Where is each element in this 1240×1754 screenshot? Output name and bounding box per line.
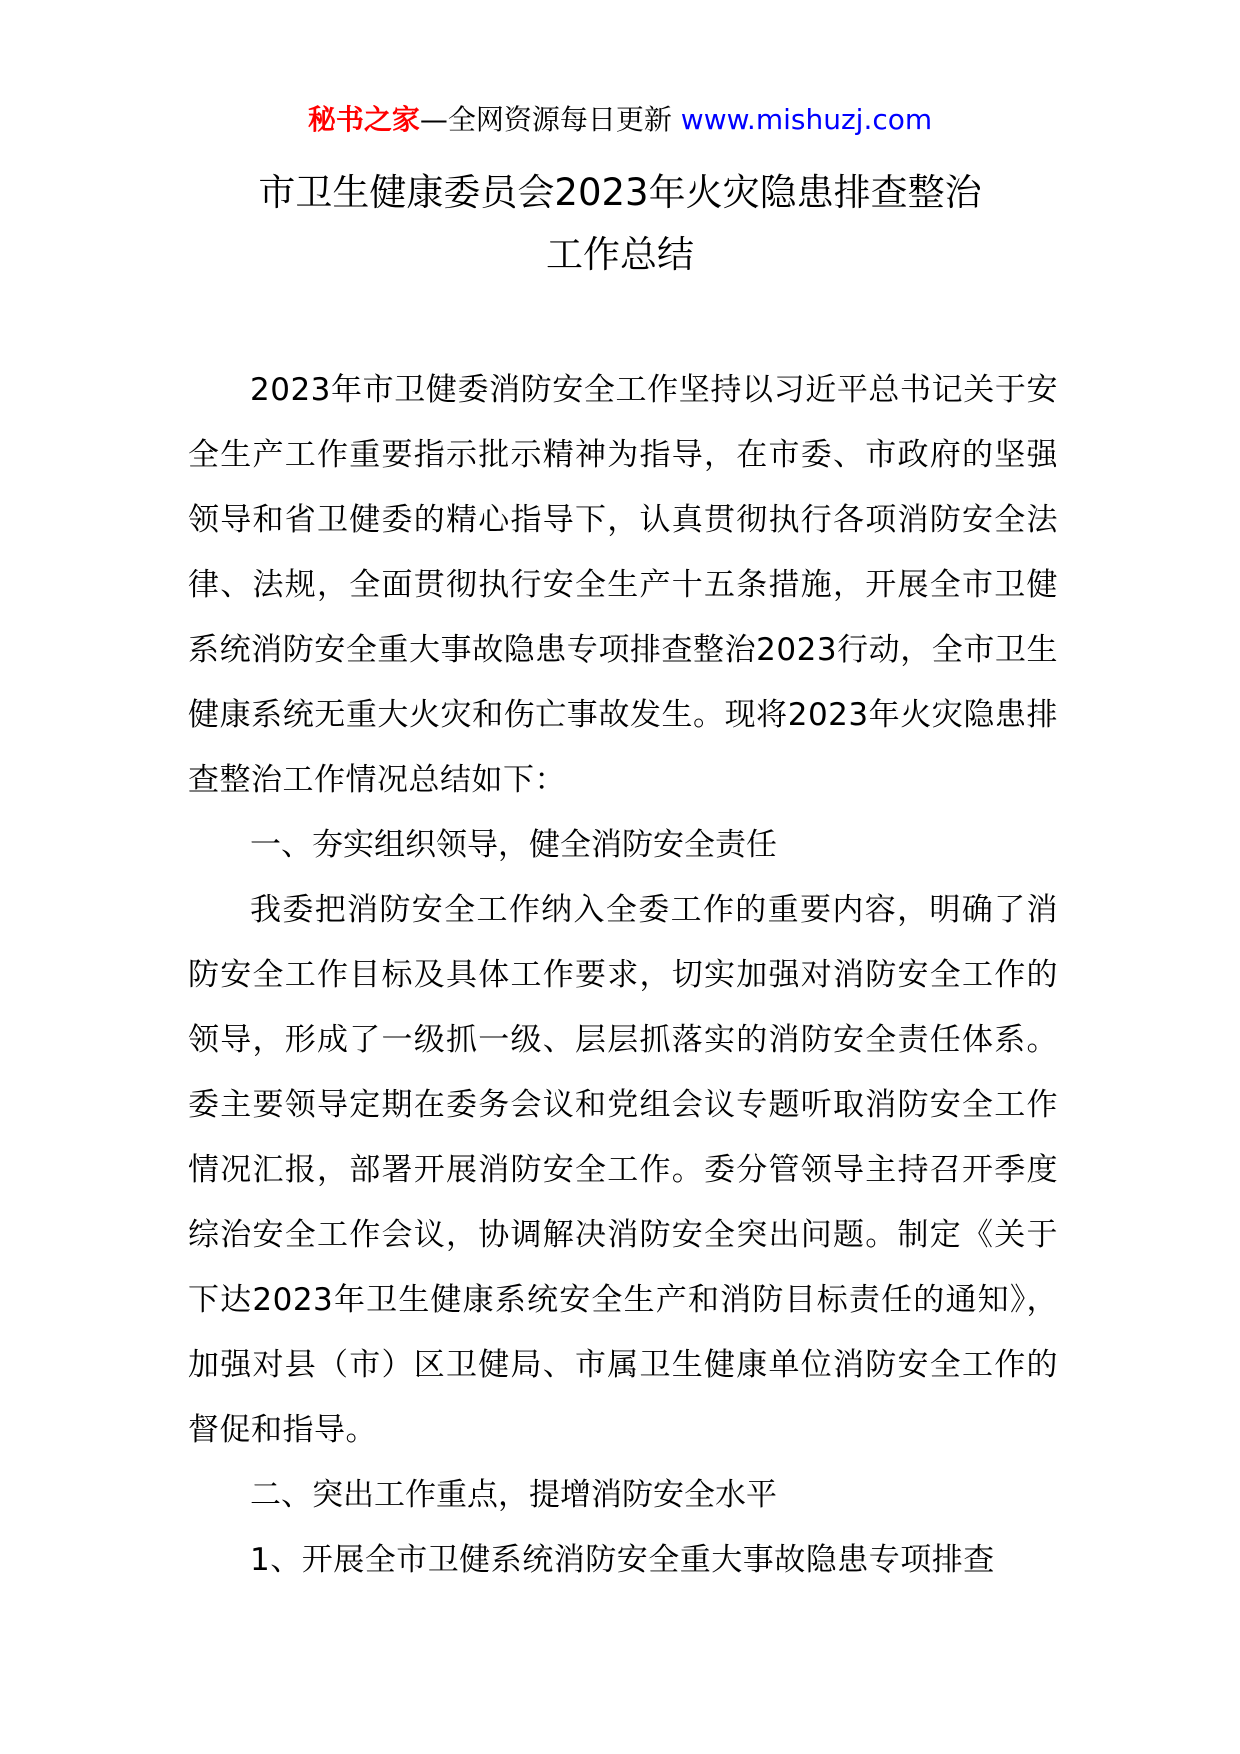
- document-body: [188, 358, 1058, 1593]
- section-heading-1: 一、夯实组织领导，健全消防安全责任: [250, 827, 777, 863]
- site-banner: [0, 100, 1240, 140]
- site-url-link[interactable]: www.mishuzj.com: [680, 103, 933, 136]
- list-item-1: 1、开展全市卫健系统消防安全重大事故隐患专项排查: [250, 1542, 995, 1578]
- intro-paragraph: 2023年市卫健委消防安全工作坚持以习近平总书记关于安全生产工作重要指示批示精神为指导，在市委、市政府的坚强领导和省卫健委的精心指导下，认真贯彻执行各项消防安全法律、法规，全面贯彻执行安全生产十五条措施，开展全市卫健系统消防安全重大事故隐患专项排查整治2023行动，全市卫生健康系统无重大火灾和伤亡事故发生。现将2023年火灾隐患排查整治工作情况总结如下：: [188, 372, 1058, 798]
- title-line-1: 市卫生健康委员会2023年火灾隐患排查整治: [258, 171, 982, 214]
- section-1-paragraph: 我委把消防安全工作纳入全委工作的重要内容，明确了消防安全工作目标及具体工作要求，切实加强对消防安全工作的领导，形成了一级抓一级、层层抓落实的消防安全责任体系。委主要领导定期在委务会议和党组会议专题听取消防安全工作情况汇报，部署开展消防安全工作。委分管领导主持召开季度综治安全工作会议，协调解决消防安全突出问题。制定《关于下达2023年卫生健康系统安全生产和消防目标责任的通知》，加强对县（市）区卫健局、市属卫生健康单位消防安全工作的督促和指导。: [188, 892, 1058, 1448]
- banner-slogan: —全网资源每日更新: [419, 103, 672, 136]
- title-line-2: 工作总结: [546, 233, 694, 276]
- section-heading-2: 二、突出工作重点，提增消防安全水平: [250, 1477, 777, 1513]
- document-title: [0, 162, 1240, 286]
- brand-name: 秘书之家: [307, 103, 420, 136]
